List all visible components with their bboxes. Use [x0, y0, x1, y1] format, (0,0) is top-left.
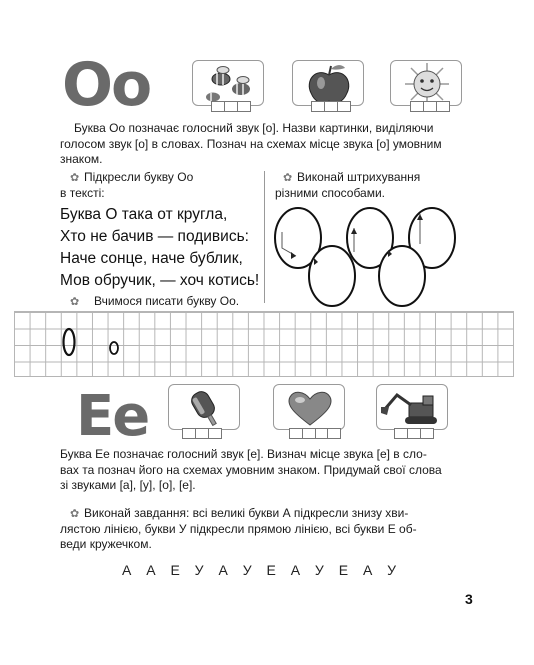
- task-underline: [60, 170, 193, 201]
- flower-bullet-icon: ✿: [70, 508, 80, 520]
- poem[interactable]: [60, 204, 259, 292]
- letters-row[interactable]: А А Е У А У Е А У Е А У: [122, 562, 397, 578]
- sound-scheme[interactable]: [211, 101, 249, 112]
- text-line: різними способами.: [275, 185, 385, 200]
- flower-bullet-icon: ✿: [70, 296, 80, 308]
- hatching-ovals[interactable]: [270, 198, 470, 308]
- apple-icon: [293, 61, 364, 106]
- task-final: [60, 506, 480, 553]
- sound-scheme[interactable]: [311, 101, 349, 112]
- text-line: Підкресли букву Оо: [84, 170, 194, 184]
- big-letter-o: Оо: [62, 50, 151, 120]
- heart-icon: [274, 385, 345, 430]
- bees-icon: [193, 61, 264, 106]
- task-hatch: [275, 170, 420, 201]
- section-e-intro: [60, 447, 480, 494]
- text-line: лястою лінією, букви У підкресли прямою лінією, всі букви Е об-: [60, 521, 417, 536]
- column-divider: [264, 171, 265, 303]
- text-line: Виконай завдання: всі великі букви А підкресли знизу хви-: [84, 506, 409, 520]
- picture-card-bees: [192, 60, 264, 106]
- text-line: знаком.: [60, 152, 103, 166]
- text-line: Буква Ее позначає голосний звук [е]. Визнач місце звука [е] в сло-: [60, 447, 427, 461]
- page-number: 3: [465, 591, 473, 607]
- excavator-icon: [377, 385, 448, 430]
- text-line: в тексті:: [60, 185, 105, 200]
- sound-scheme[interactable]: [289, 428, 340, 439]
- sun-icon: [391, 61, 462, 106]
- picture-card-ice-cream: [168, 384, 240, 430]
- text-line: Виконай штрихування: [297, 170, 421, 184]
- flower-bullet-icon: ✿: [283, 172, 293, 184]
- hatching-oval: [309, 246, 355, 306]
- picture-card-apple: [292, 60, 364, 106]
- text-line: голосом звук [о] в словах. Познач на схемах місце звука [о] умовним: [60, 136, 442, 151]
- poem-line: Мов обручик, — хоч котись!: [60, 272, 260, 289]
- big-letter-e: Ее: [76, 384, 149, 449]
- writing-sample: [56, 324, 196, 364]
- text-line: зі звуками [а], [у], [о], [е].: [60, 478, 196, 492]
- text-line: Буква Оо позначає голосний звук [о]. Назви картинки, виділяючи: [74, 121, 434, 135]
- flower-bullet-icon: ✿: [70, 172, 80, 184]
- sound-scheme[interactable]: [410, 101, 448, 112]
- picture-card-heart: [273, 384, 345, 430]
- poem-line: Наче сонце, наче бублик,: [60, 250, 243, 267]
- section-o-intro: [60, 121, 480, 168]
- hatching-oval: [379, 246, 425, 306]
- ice-cream-icon: [169, 385, 240, 430]
- text-line: веди кружечком.: [60, 537, 152, 551]
- text-line: вах та познач його на схемах умовним знаком. Придумай свої слова: [60, 462, 442, 477]
- sound-scheme[interactable]: [182, 428, 220, 439]
- picture-card-sun: [390, 60, 462, 106]
- task-write: Вчимося писати букву Оо.: [94, 294, 240, 308]
- sound-scheme[interactable]: [394, 428, 432, 439]
- picture-card-excavator: [376, 384, 448, 430]
- poem-line: Хто не бачив — подивись:: [60, 228, 249, 245]
- poem-line: Буква О така от кругла,: [60, 206, 228, 223]
